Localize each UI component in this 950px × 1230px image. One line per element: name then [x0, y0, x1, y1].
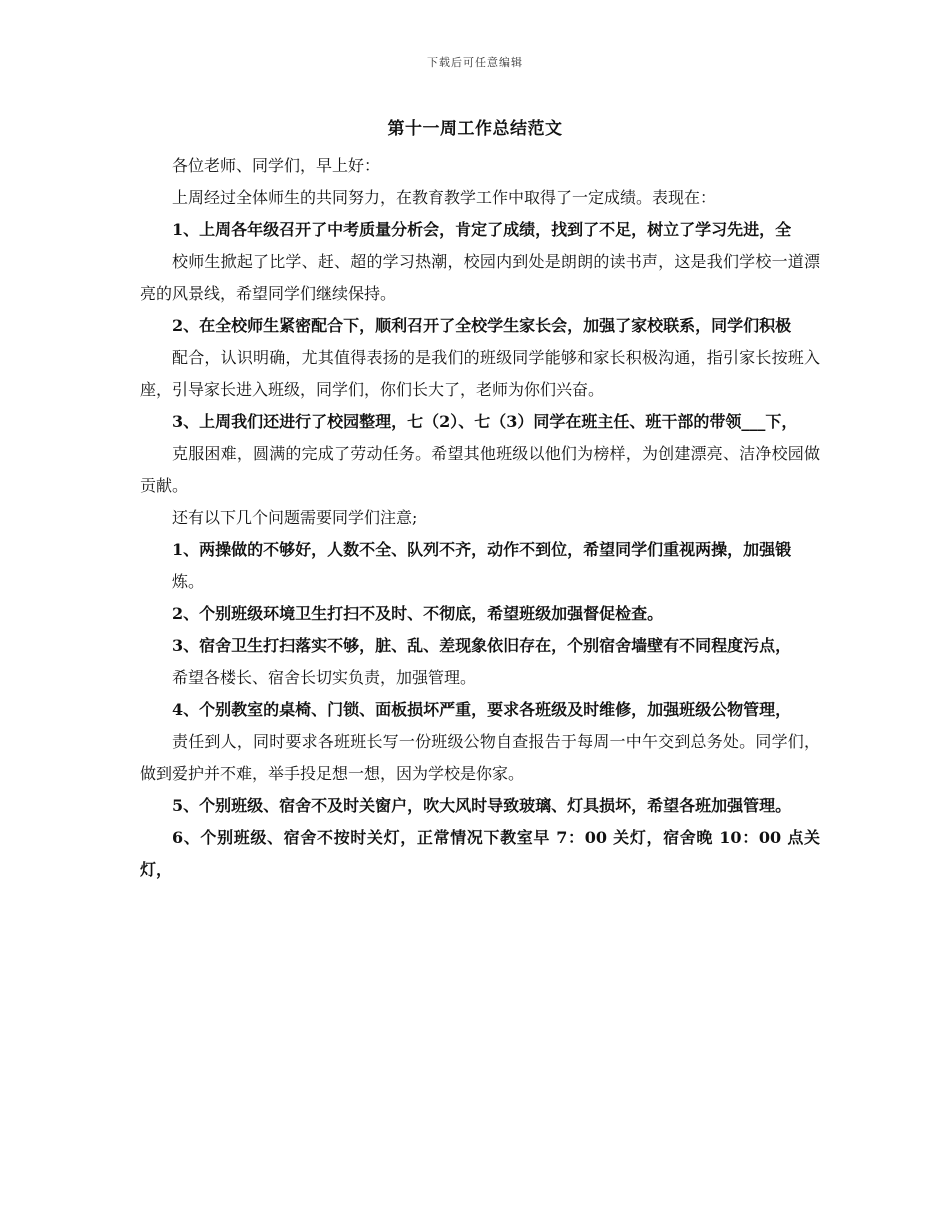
paragraph-intro: 上周经过全体师生的共同努力，在教育教学工作中取得了一定成绩。表现在：	[172, 188, 717, 207]
header-note: 下载后可任意编辑	[427, 56, 523, 69]
paragraph-point-1-body: 校师生掀起了比学、赶、超的学习热潮，校园内到处是朗朗的读书声，这是我们学校一道漂亮的风景线，希望同学们继续保持。	[140, 252, 820, 303]
document-title: 第十一周工作总结范文	[387, 119, 563, 139]
paragraph-issue-1-body: 炼。	[172, 572, 205, 591]
paragraph-point-3-heading: 3、上周我们还进行了校园整理，七（2）、七（3）同学在班主任、班干部的带领___下，	[172, 412, 798, 431]
paragraph-issue-6: 6、个别班级、宿舍不按时关灯，正常情况下教室早 7：00 关灯，宿舍晚 10：00 点关灯，	[140, 828, 820, 879]
paragraph-issue-4-body: 责任到人，同时要求各班班长写一份班级公物自查报告于每周一中午交到总务处。同学们，做到爱护并不难，举手投足想一想，因为学校是你家。	[140, 732, 820, 783]
paragraph-point-2-heading: 2、在全校师生紧密配合下，顺利召开了全校学生家长会，加强了家校联系，同学们积极	[172, 316, 792, 335]
document-body	[140, 150, 820, 886]
paragraph-issue-1-heading: 1、两操做的不够好，人数不全、队列不齐，动作不到位，希望同学们重视两操，加强锻	[172, 540, 792, 559]
paragraph-greeting: 各位老师、同学们，早上好：	[172, 156, 381, 175]
paragraph-point-1-heading: 1、上周各年级召开了中考质量分析会，肯定了成绩，找到了不足，树立了学习先进，全	[172, 220, 792, 239]
paragraph-issue-3-body: 希望各楼长、宿舍长切实负责，加强管理。	[172, 668, 477, 687]
paragraph-point-2-body: 配合，认识明确，尤其值得表扬的是我们的班级同学能够和家长积极沟通，指引家长按班入座，引导家长进入班级，同学们，你们长大了，老师为你们兴奋。	[140, 348, 820, 399]
paragraph-issues-intro: 还有以下几个问题需要同学们注意;	[172, 508, 418, 527]
paragraph-issue-5: 5、个别班级、宿舍不及时关窗户，吹大风时导致玻璃、灯具损坏，希望各班加强管理。	[172, 796, 792, 815]
paragraph-issue-2: 2、个别班级环境卫生打扫不及时、不彻底，希望班级加强督促检查。	[172, 604, 664, 623]
paragraph-point-3-body: 克服困难，圆满的完成了劳动任务。希望其他班级以他们为榜样，为创建漂亮、洁净校园做贡献。	[140, 444, 820, 495]
paragraph-issue-3-heading: 3、宿舍卫生打扫落实不够，脏、乱、差现象依旧存在，个别宿舍墙壁有不同程度污点，	[172, 636, 792, 655]
paragraph-issue-4-heading: 4、个别教室的桌椅、门锁、面板损坏严重，要求各班级及时维修，加强班级公物管理，	[172, 700, 792, 719]
